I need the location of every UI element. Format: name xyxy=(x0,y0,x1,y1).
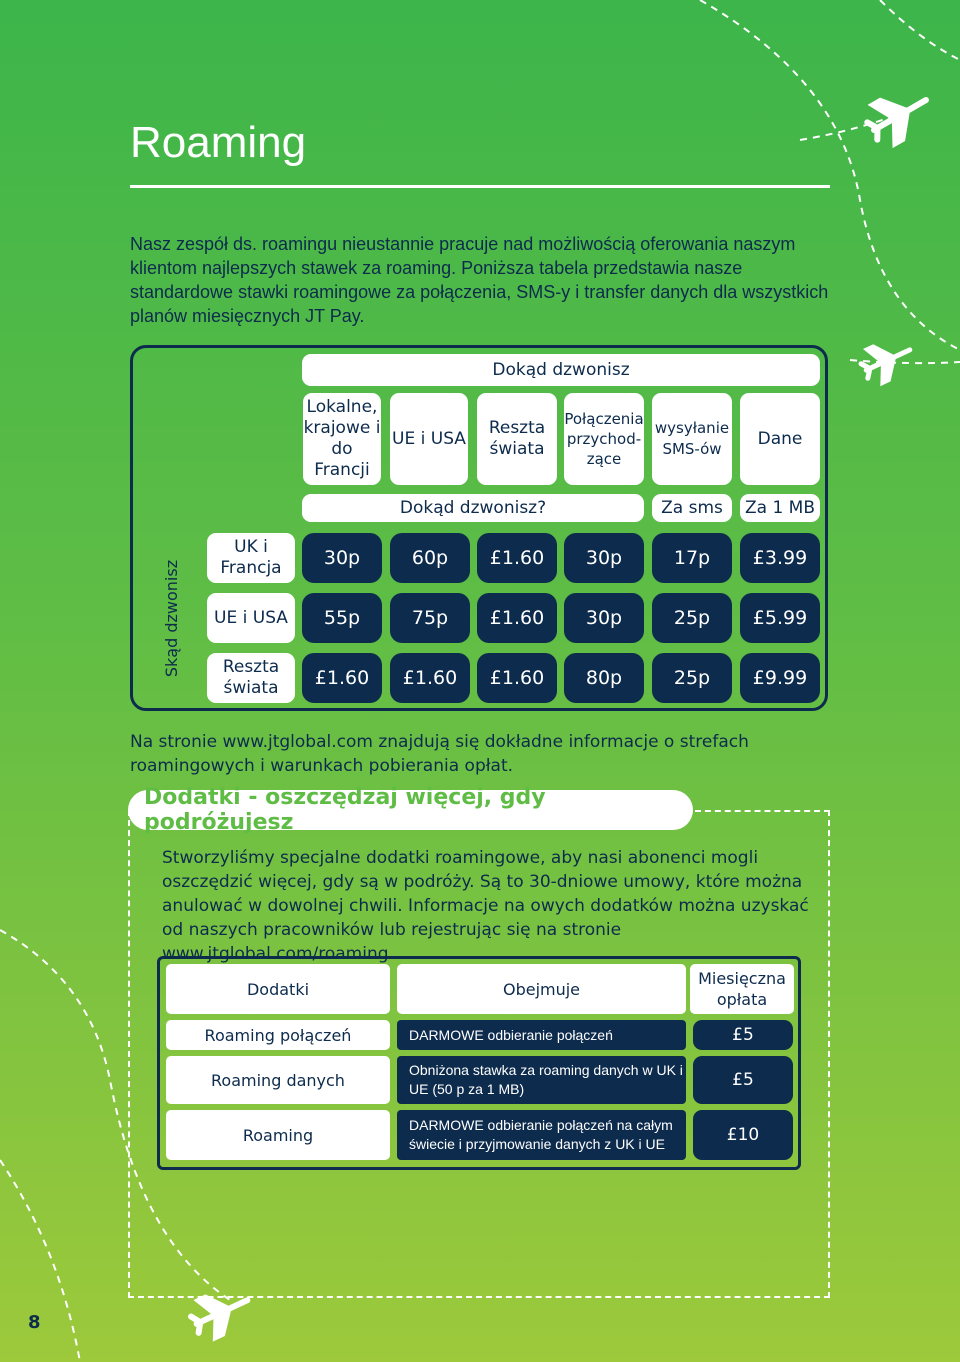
row-header: Reszta świata xyxy=(207,653,295,703)
rate-cell: £3.99 xyxy=(740,533,820,583)
column-header: Lokalne, krajowe i do Francji xyxy=(303,393,381,485)
title-divider xyxy=(130,185,830,188)
column-header: UE i USA xyxy=(390,393,468,485)
addons-header: Dodatki xyxy=(166,964,390,1014)
subheader: Dokąd dzwonisz? xyxy=(302,494,644,522)
addon-fee: £5 xyxy=(693,1020,793,1050)
rate-cell: £1.60 xyxy=(477,653,557,703)
rate-cell: 25p xyxy=(652,593,732,643)
addon-includes: DARMOWE odbieranie połączeń na całym świecie i przyjmowanie danych z UK i UE xyxy=(397,1110,686,1160)
rate-cell: 55p xyxy=(302,593,382,643)
rate-cell: £1.60 xyxy=(477,533,557,583)
column-header: Połączenia przychod-zące xyxy=(564,393,644,485)
header-top: Dokąd dzwonisz xyxy=(302,354,820,386)
rate-cell: 80p xyxy=(564,653,644,703)
addon-name: Roaming połączeń xyxy=(166,1020,390,1050)
addon-fee: £5 xyxy=(693,1056,793,1104)
rate-cell: 75p xyxy=(390,593,470,643)
row-axis-label: Skąd dzwonisz xyxy=(162,559,182,677)
rate-cell: 25p xyxy=(652,653,732,703)
addons-frame-top xyxy=(695,810,830,812)
addon-includes: DARMOWE odbieranie połączeń xyxy=(397,1020,686,1050)
rate-cell: £1.60 xyxy=(302,653,382,703)
intro-paragraph: Nasz zespół ds. roamingu nieustannie pracuje nad możliwością oferowania naszym klientom najlepszych stawek za roaming. Poniższa tabela przedstawia nasze standardowe stawki roamingowe za połączenia, SMS-y i transfer danych dla wszystkich planów miesięcznych JT Pay. xyxy=(130,234,829,326)
airplane-icon xyxy=(861,81,937,150)
column-header: Reszta świata xyxy=(477,393,557,485)
column-header: Dane xyxy=(740,393,820,485)
column-header: wysyłanie SMS-ów xyxy=(652,393,732,485)
page-title: Roaming xyxy=(130,118,307,167)
row-header: UE i USA xyxy=(207,593,295,643)
rate-cell: £5.99 xyxy=(740,593,820,643)
rate-cell: £9.99 xyxy=(740,653,820,703)
subheader: Za sms xyxy=(652,494,732,522)
rate-cell: £1.60 xyxy=(477,593,557,643)
addon-name: Roaming danych xyxy=(166,1056,390,1104)
rate-cell: 30p xyxy=(564,533,644,583)
addons-title: Dodatki - oszczędzaj więcej, gdy podróżujesz xyxy=(128,790,693,830)
row-header: UK i Francja xyxy=(207,533,295,583)
rate-cell: 30p xyxy=(564,593,644,643)
rate-cell: 60p xyxy=(390,533,470,583)
addons-header: Obejmuje xyxy=(397,964,686,1014)
page-number: 8 xyxy=(28,1312,41,1333)
addons-header: Miesięczna opłata xyxy=(690,964,794,1014)
addon-includes: Obniżona stawka za roaming danych w UK i UE (50 p za 1 MB) xyxy=(397,1056,686,1104)
addon-name: Roaming xyxy=(166,1110,390,1160)
rate-cell: 30p xyxy=(302,533,382,583)
subheader: Za 1 MB xyxy=(740,494,820,522)
rate-cell: 17p xyxy=(652,533,732,583)
addons-description: Stworzyliśmy specjalne dodatki roamingowe, aby nasi abonenci mogli oszczędzić więcej, gdy są w podróży. Są to 30-dniowe umowy, które można anulować w dowolnej chwili. Informacje na owych dodatków można uzyskać od naszych pracowników lub rejestrując się na stronie www.jtglobal.com/roaming xyxy=(162,848,809,964)
roaming-info-note: Na stronie www.jtglobal.com znajdują się dokładne informacje o strefach roamingowych i warunkach pobierania opłat. xyxy=(130,732,749,776)
rate-cell: £1.60 xyxy=(390,653,470,703)
addon-fee: £10 xyxy=(693,1110,793,1160)
